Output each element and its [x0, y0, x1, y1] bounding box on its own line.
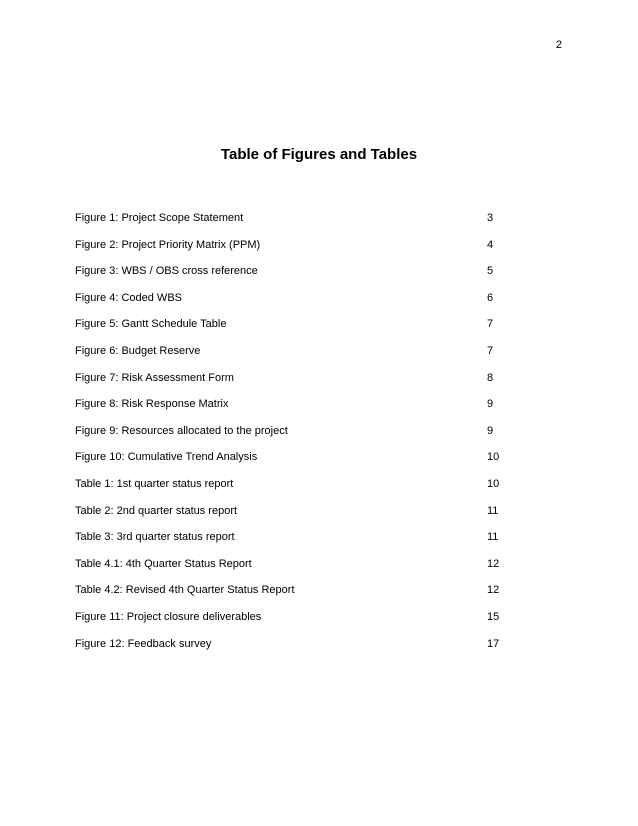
toc-entry	[75, 637, 505, 664]
toc-entry	[75, 238, 505, 265]
toc-entry-page: 8	[487, 371, 494, 384]
toc-entry-page: 12	[487, 584, 500, 597]
toc-entry-label: Table 1: 1st quarter status report	[75, 477, 234, 490]
toc-entry-label: Table 2: 2nd quarter status report	[75, 504, 238, 517]
toc-entry	[75, 291, 505, 318]
toc-entry-page: 11	[487, 531, 499, 544]
page-title: Table of Figures and Tables	[220, 146, 418, 163]
toc-entry-label: Figure 2: Project Priority Matrix (PPM)	[75, 238, 261, 251]
toc-entry-page: 7	[487, 318, 494, 331]
toc-entry-page: 3	[487, 212, 494, 224]
toc-entry-label: Figure 11: Project closure deliverables	[75, 610, 262, 623]
toc-entry	[75, 530, 505, 557]
toc-entry	[75, 397, 505, 424]
toc-entry-page: 10	[487, 451, 500, 464]
toc-entry-label: Figure 8: Risk Response Matrix	[75, 398, 229, 411]
toc-entry	[75, 450, 505, 477]
toc-entry	[75, 477, 505, 504]
toc-entry-page: 10	[487, 477, 500, 490]
toc-entry	[75, 344, 505, 371]
toc-entry-label: Figure 10: Cumulative Trend Analysis	[75, 451, 258, 464]
toc-entry-label: Table 4.2: Revised 4th Quarter Status Report	[75, 584, 295, 597]
toc-entry-label: Figure 12: Feedback survey	[75, 637, 212, 650]
toc-entry	[75, 317, 505, 344]
toc-entry-page: 7	[487, 344, 494, 357]
table-of-contents	[75, 211, 505, 663]
toc-entry-label: Figure 6: Budget Reserve	[75, 344, 201, 357]
toc-entry	[75, 557, 505, 584]
page-number: 2	[555, 39, 562, 51]
toc-entry	[75, 583, 505, 610]
toc-entry-label: Figure 5: Gantt Schedule Table	[75, 318, 227, 331]
toc-entry-label: Figure 9: Resources allocated to the project	[75, 424, 288, 437]
toc-entry	[75, 424, 505, 451]
toc-entry	[75, 211, 505, 238]
toc-entry-page: 12	[487, 557, 500, 570]
toc-entry-label: Table 3: 3rd quarter status report	[75, 531, 235, 544]
toc-entry-page: 6	[487, 291, 494, 304]
toc-entry-page: 4	[487, 238, 494, 251]
toc-entry	[75, 610, 505, 637]
toc-entry-page: 15	[487, 610, 500, 623]
toc-entry-label: Figure 1: Project Scope Statement	[75, 212, 244, 224]
toc-entry-label: Figure 4: Coded WBS	[75, 291, 182, 304]
toc-entry	[75, 504, 505, 531]
toc-entry	[75, 371, 505, 398]
toc-entry-page: 5	[487, 265, 494, 278]
toc-entry-page: 9	[487, 424, 494, 437]
toc-entry-label: Figure 7: Risk Assessment Form	[75, 371, 234, 384]
toc-entry-page: 17	[487, 637, 500, 650]
toc-entry-page: 11	[487, 504, 499, 517]
toc-entry-page: 9	[487, 398, 494, 411]
toc-entry	[75, 264, 505, 291]
toc-entry-label: Figure 3: WBS / OBS cross reference	[75, 265, 258, 278]
toc-entry-label: Table 4.1: 4th Quarter Status Report	[75, 557, 252, 570]
